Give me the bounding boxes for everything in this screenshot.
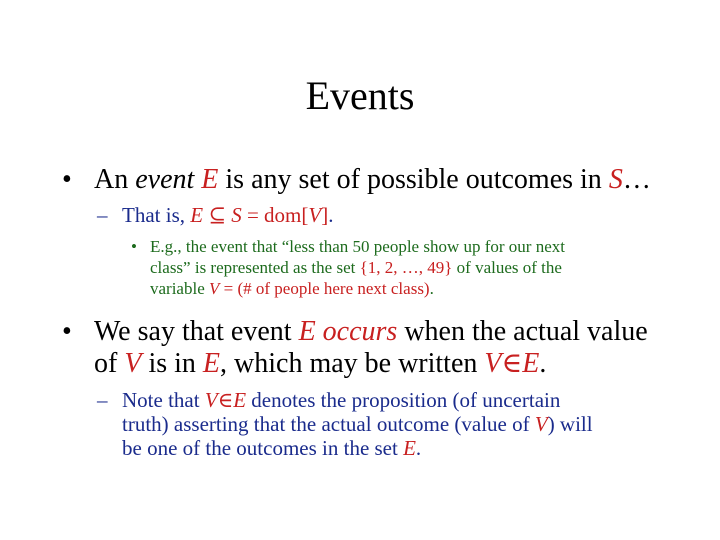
text-run: occurs [322, 316, 398, 347]
text-run: , which may be written [220, 348, 485, 379]
text-run: ∈ [217, 388, 234, 412]
text-run: V [308, 203, 322, 227]
text-line [150, 278, 565, 299]
bullet-5-marker: – [97, 388, 108, 412]
text-run: Note that [122, 388, 205, 412]
text-run: E [298, 316, 316, 347]
text-run: ⊆ [203, 203, 232, 227]
text-run: That is, [122, 203, 191, 227]
text-run: V [204, 388, 218, 412]
text-run: S [231, 203, 242, 227]
text-run: . [539, 348, 547, 379]
text-run: S [608, 164, 623, 195]
text-run: E [201, 164, 219, 195]
text-run: ∈ [501, 348, 523, 379]
text-run: E [522, 348, 540, 379]
text-run: of values of the [452, 258, 562, 277]
bullet-1-text [94, 164, 651, 196]
text-run: V [534, 412, 548, 436]
text-line [150, 257, 565, 278]
text-run: E [403, 436, 416, 460]
text-line [94, 348, 648, 380]
text-run: E.g., the event that “less than 50 people show up for our next [150, 237, 565, 256]
text-run: is any set of possible outcomes in [218, 164, 609, 195]
text-line [122, 412, 593, 436]
text-run: V [124, 348, 142, 379]
text-run: denotes the proposition (of uncertain [246, 388, 561, 412]
text-run: = dom[ [241, 203, 309, 227]
text-run: … [622, 164, 651, 195]
text-run: V [209, 279, 220, 298]
text-run: truth) asserting that the actual outcome (value of [122, 412, 535, 436]
text-run: of [94, 348, 125, 379]
bullet-4-marker: • [62, 316, 72, 347]
text-run: = (# of people here next class) [219, 279, 430, 298]
text-line [94, 316, 648, 348]
text-run: event [135, 164, 195, 195]
text-run: is in [141, 348, 203, 379]
text-run: {1, 2, …, 49} [359, 258, 453, 277]
bullet-2-marker: – [97, 203, 108, 227]
text-run: We say that event [94, 316, 299, 347]
text-run: ) will [547, 412, 593, 436]
bullet-2-text [122, 203, 333, 227]
text-line [122, 388, 593, 412]
text-run: . [415, 436, 422, 460]
text-run: class” is represented as the set [150, 258, 360, 277]
bullet-3-marker: • [131, 237, 137, 256]
text-run: An [94, 164, 136, 195]
text-line [122, 436, 593, 460]
text-run: E [233, 388, 247, 412]
text-run: V [484, 348, 502, 379]
text-line [122, 203, 333, 227]
text-line [150, 236, 565, 257]
text-run: . [429, 279, 434, 298]
text-run: E [190, 203, 204, 227]
text-run: when the actual value [397, 316, 648, 347]
text-run: . [328, 203, 334, 227]
text-run: be one of the outcomes in the set [122, 436, 404, 460]
bullet-4-text [94, 316, 648, 380]
bullet-1-marker: • [62, 164, 72, 195]
bullet-3-text [150, 236, 565, 299]
bullet-5-text [122, 388, 593, 460]
text-run: E [202, 348, 221, 379]
text-run: ] [321, 203, 329, 227]
text-line [94, 164, 651, 196]
text-run: variable [150, 279, 209, 298]
slide-title: Events [305, 73, 415, 118]
text-run [316, 316, 323, 347]
